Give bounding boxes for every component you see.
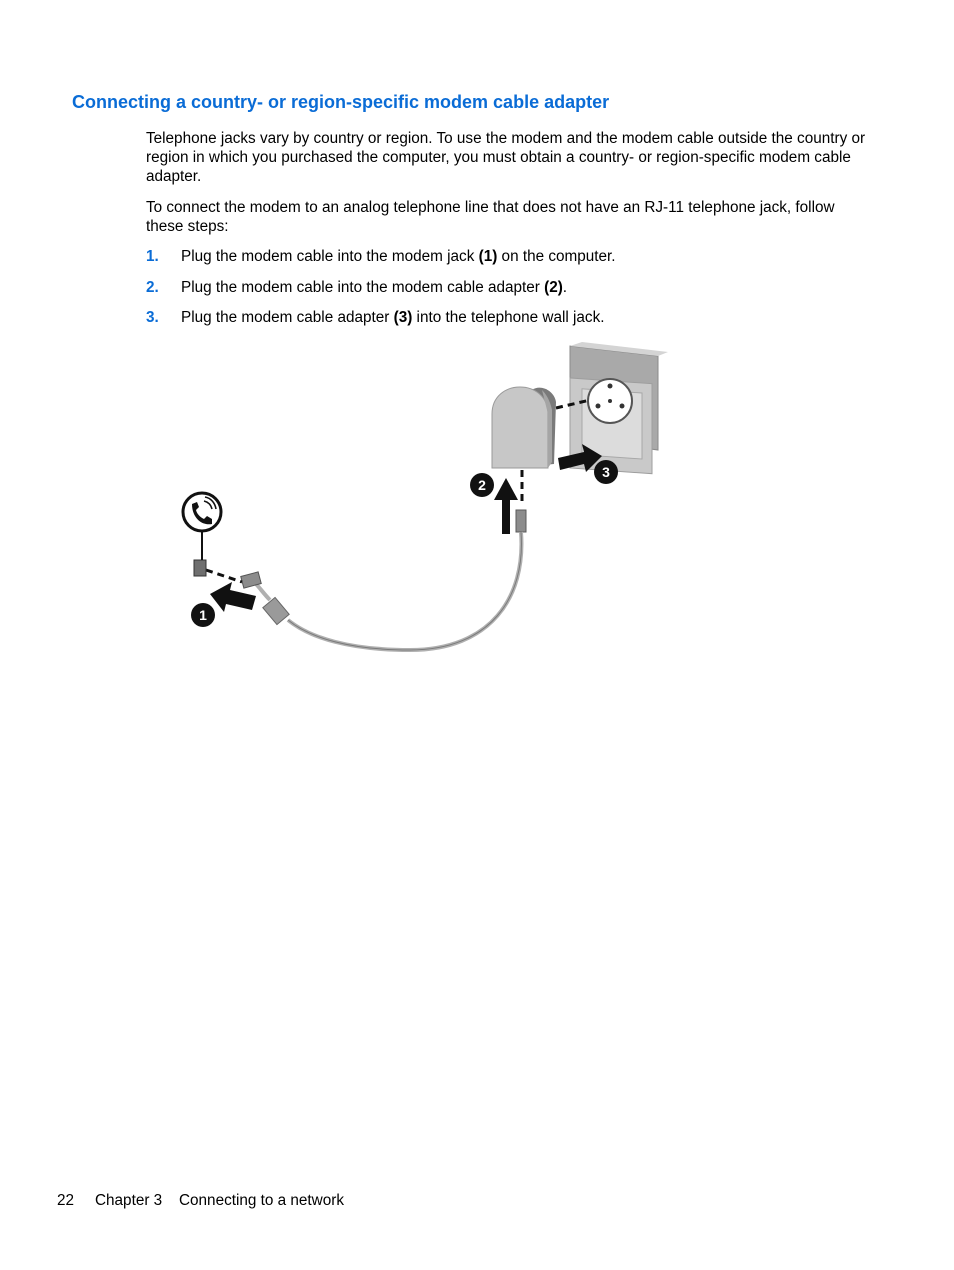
step-number: 2.	[146, 279, 159, 296]
cable-adapter	[492, 387, 556, 468]
callout-2-label: 2	[478, 477, 486, 493]
chapter-title: Connecting to a network	[179, 1192, 344, 1209]
step-number: 1.	[146, 248, 159, 265]
step-callout-ref: (2)	[544, 279, 563, 296]
callout-1-icon	[191, 603, 215, 627]
arrow-to-adapter-icon	[494, 478, 518, 534]
step-callout-ref: (1)	[478, 248, 498, 265]
step-text-part: .	[562, 279, 568, 296]
step-text-part: into the telephone wall jack.	[412, 309, 605, 326]
callout-3-icon	[594, 460, 618, 484]
step-text-part: Plug the modem cable into the modem jack	[181, 248, 479, 265]
step-text-part: Plug the modem cable into the modem cable adapter	[181, 279, 545, 296]
instructions-paragraph: To connect the modem to an analog telephone line that does not have an RJ-11 telephone jack, follow these steps:	[146, 199, 835, 235]
page-number: 22	[57, 1192, 75, 1209]
callout-2-icon	[470, 473, 494, 497]
phone-jack-icon	[183, 493, 221, 531]
modem-adapter-illustration	[170, 338, 670, 658]
step-number: 3.	[146, 309, 159, 326]
step-text	[181, 278, 567, 297]
step-text-part: Plug the modem cable adapter	[181, 309, 394, 326]
chapter-label: Chapter 3	[95, 1192, 163, 1209]
step-text	[181, 308, 604, 327]
callout-3-label: 3	[602, 464, 610, 480]
step-callout-ref: (3)	[393, 309, 413, 326]
callout-1-label: 1	[199, 607, 207, 623]
step-text-part: on the computer.	[497, 248, 616, 265]
section-title: Connecting a country- or region-specific modem cable adapter	[72, 92, 610, 112]
step-text	[181, 247, 616, 266]
intro-paragraph: Telephone jacks vary by country or region. To use the modem and the modem cable outside the country or region in which you purchased the computer, you must obtain a country- or region-specific modem cable adapter.	[146, 130, 866, 185]
